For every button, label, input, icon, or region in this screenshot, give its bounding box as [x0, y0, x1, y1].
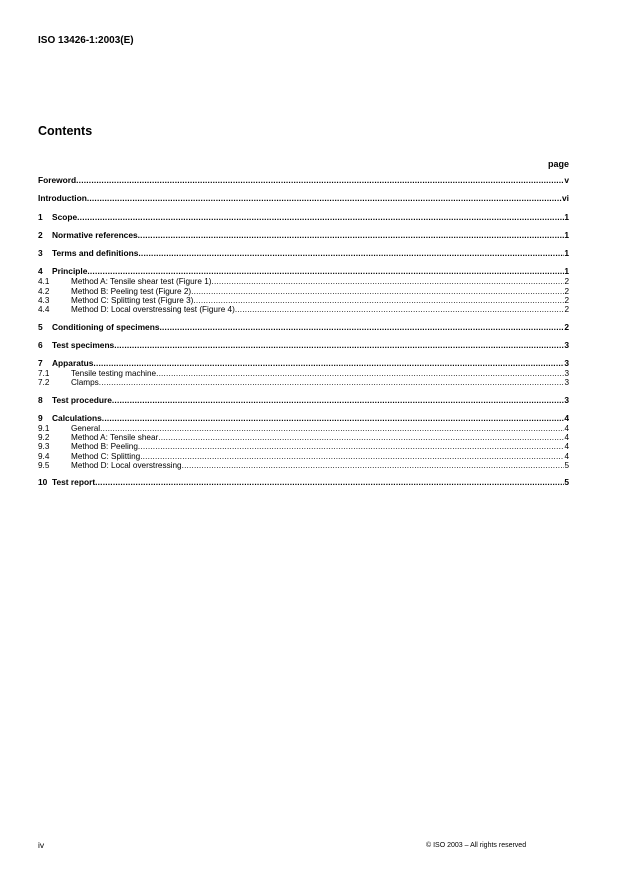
toc-leader-dots: [193, 296, 564, 305]
toc-entry-number: 9.3: [38, 442, 50, 452]
toc-entry-title: Clamps: [71, 378, 99, 388]
toc-entry[interactable]: [38, 476, 569, 488]
toc-entry-number: 7.1: [38, 369, 50, 379]
toc-entry[interactable]: [38, 442, 569, 451]
toc-entry-number: 9.2: [38, 433, 50, 443]
toc-entry[interactable]: [38, 277, 569, 286]
toc-entry[interactable]: [38, 452, 569, 461]
toc-entry-title: Method C: Splitting test (Figure 3): [71, 295, 194, 305]
toc-entry-title: Apparatus: [52, 358, 94, 369]
toc-leader-dots: [114, 339, 564, 351]
toc-entry[interactable]: [38, 296, 569, 305]
toc-entry-number: 4.2: [38, 286, 50, 296]
toc-leader-dots: [191, 287, 564, 296]
table-of-contents: [38, 174, 569, 488]
toc-entry-page: 4: [564, 433, 569, 443]
footer-copyright: © ISO 2003 – All rights reserved: [426, 842, 527, 849]
toc-entry-page: 1: [564, 229, 569, 240]
toc-entry-number: 4.1: [38, 277, 50, 287]
toc-leader-dots: [102, 412, 565, 424]
toc-entry-title: Calculations: [52, 413, 102, 424]
footer-page-number: iv: [38, 840, 45, 850]
toc-entry-number: 10: [38, 477, 48, 488]
toc-entry[interactable]: [38, 174, 569, 186]
toc-entry-page: 3: [564, 369, 569, 379]
page-column-label: page: [547, 159, 569, 169]
toc-entry-title: Method B: Peeling: [71, 442, 138, 452]
toc-entry-title: Scope: [52, 211, 78, 222]
toc-leader-dots: [138, 229, 565, 241]
toc-entry-number: 1: [38, 211, 43, 222]
toc-entry-title: Test report: [52, 477, 96, 488]
toc-entry-page: 1: [564, 211, 569, 222]
toc-entry-number: 9.1: [38, 424, 50, 434]
toc-entry-title: General: [71, 424, 101, 434]
toc-entry-page: v: [564, 175, 569, 185]
toc-entry-number: 8: [38, 394, 43, 405]
toc-leader-dots: [99, 378, 565, 387]
toc-entry-page: 4: [564, 413, 569, 424]
toc-entry-title: Test procedure: [52, 394, 112, 405]
toc-entry-title: Method D: Local overstressing test (Figure 4): [71, 305, 235, 315]
toc-entry[interactable]: [38, 357, 569, 369]
toc-entry-number: 9.5: [38, 460, 50, 470]
toc-leader-dots: [87, 265, 564, 277]
toc-entry-title: Method C: Splitting: [71, 451, 141, 461]
toc-entry[interactable]: [38, 287, 569, 296]
toc-leader-dots: [235, 305, 565, 314]
toc-leader-dots: [76, 174, 564, 186]
toc-leader-dots: [100, 424, 564, 433]
toc-leader-dots: [77, 211, 564, 223]
toc-leader-dots: [158, 433, 564, 442]
toc-entry-title: Conditioning of specimens: [52, 321, 160, 332]
toc-entry-title: Principle: [52, 266, 88, 277]
toc-leader-dots: [211, 277, 564, 286]
toc-entry-page: 4: [564, 424, 569, 434]
toc-entry-number: 4.3: [38, 295, 50, 305]
toc-entry-page: 5: [564, 460, 569, 470]
toc-entry[interactable]: [38, 394, 569, 406]
toc-entry-page: 4: [564, 451, 569, 461]
toc-entry-number: 5: [38, 321, 43, 332]
toc-entry-number: 3: [38, 248, 43, 259]
toc-entry[interactable]: [38, 265, 569, 277]
toc-entry-page: 2: [564, 321, 569, 332]
toc-entry-number: 7: [38, 358, 43, 369]
toc-entry-page: 1: [564, 266, 569, 277]
toc-entry-title: Test specimens: [52, 339, 115, 350]
document-header: ISO 13426-1:2003(E): [38, 35, 134, 46]
toc-entry[interactable]: [38, 211, 569, 223]
toc-leader-dots: [112, 394, 564, 406]
toc-entry-page: 3: [564, 394, 569, 405]
toc-entry-number: 4.4: [38, 305, 50, 315]
toc-entry[interactable]: [38, 192, 569, 204]
toc-entry[interactable]: [38, 247, 569, 259]
toc-entry-title: Method A: Tensile shear test (Figure 1): [71, 277, 212, 287]
toc-leader-dots: [159, 321, 564, 333]
toc-entry-title: Method A: Tensile shear: [71, 433, 159, 443]
toc-leader-dots: [95, 476, 564, 488]
toc-entry[interactable]: [38, 369, 569, 378]
toc-leader-dots: [140, 452, 564, 461]
toc-entry[interactable]: [38, 378, 569, 387]
toc-entry[interactable]: [38, 305, 569, 314]
toc-entry-title: Method B: Peeling test (Figure 2): [71, 286, 192, 296]
toc-entry[interactable]: [38, 424, 569, 433]
toc-entry-title: Tensile testing machine: [71, 369, 157, 379]
toc-entry-number: 7.2: [38, 378, 50, 388]
toc-leader-dots: [138, 247, 564, 259]
toc-leader-dots: [93, 357, 564, 369]
toc-entry-title: Introduction: [38, 193, 87, 204]
toc-leader-dots: [138, 442, 565, 451]
toc-entry-page: vi: [562, 193, 569, 204]
toc-entry-page: 4: [564, 442, 569, 452]
toc-entry-page: 2: [564, 295, 569, 305]
toc-leader-dots: [87, 192, 562, 204]
toc-entry-number: 6: [38, 339, 43, 350]
toc-entry[interactable]: [38, 461, 569, 470]
toc-entry[interactable]: [38, 412, 569, 424]
toc-leader-dots: [156, 369, 564, 378]
toc-entry-page: 2: [564, 277, 569, 287]
toc-entry-title: Normative references: [52, 229, 138, 240]
toc-entry-number: 9: [38, 413, 43, 424]
page-title: Contents: [38, 124, 93, 138]
toc-entry-number: 2: [38, 229, 43, 240]
toc-entry-number: 9.4: [38, 451, 50, 461]
toc-entry-page: 3: [564, 378, 569, 388]
toc-entry-title: Method D: Local overstressing: [71, 460, 182, 470]
toc-entry-number: 4: [38, 266, 43, 277]
toc-entry[interactable]: [38, 229, 569, 241]
toc-entry-page: 2: [564, 286, 569, 296]
toc-entry-page: 3: [564, 339, 569, 350]
toc-entry[interactable]: [38, 321, 569, 333]
toc-entry-page: 2: [564, 305, 569, 315]
toc-entry-title: Foreword: [38, 175, 77, 185]
toc-leader-dots: [182, 461, 565, 470]
toc-entry[interactable]: [38, 339, 569, 351]
toc-entry-page: 5: [564, 477, 569, 488]
toc-entry[interactable]: [38, 433, 569, 442]
toc-entry-page: 1: [564, 248, 569, 259]
toc-entry-title: Terms and definitions: [52, 248, 139, 259]
toc-entry-page: 3: [564, 358, 569, 369]
